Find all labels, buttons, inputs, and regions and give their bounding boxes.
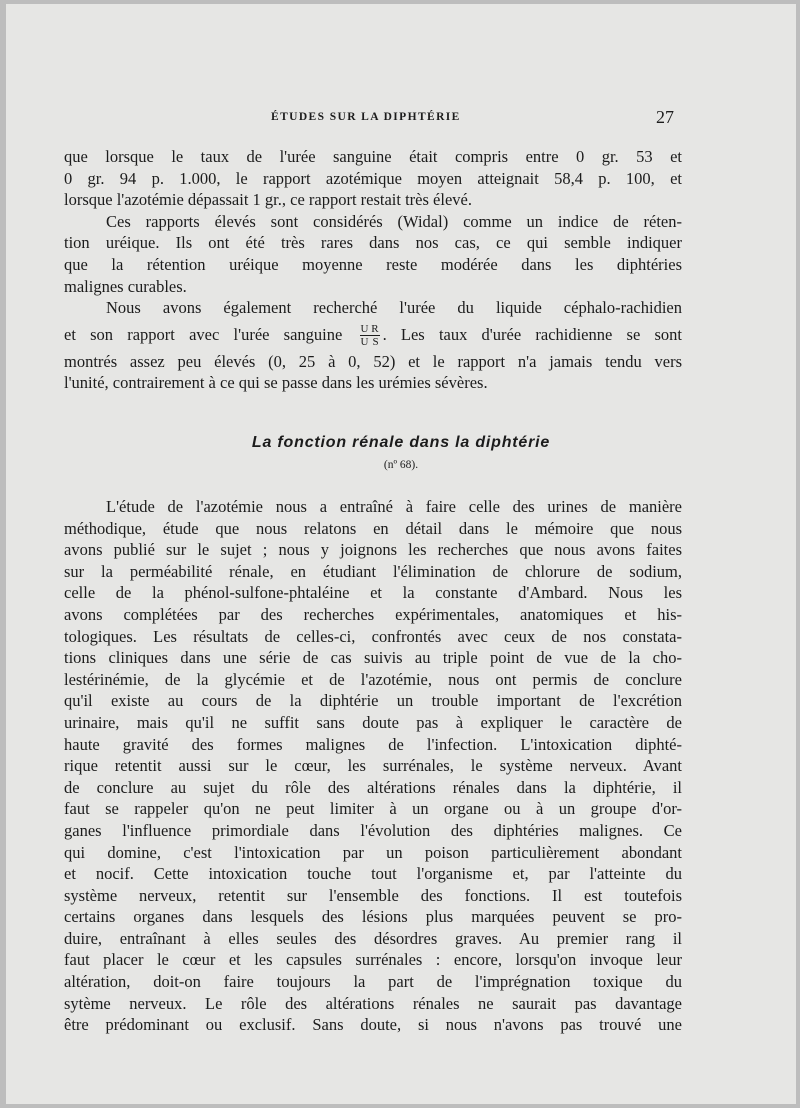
- para4-line: faut placer le cœur et les capsules surrénales : encore, lorsqu'on invoque leur: [64, 950, 682, 970]
- para4-line: urinaire, mais qu'il ne suffit sans doute pas à expliquer le caractère de: [64, 712, 682, 732]
- para4-line: tologiques. Les résultats de celles-ci, confrontés avec ceux de nos constata-: [64, 626, 682, 646]
- para2-line: tion uréique. Ils ont été très rares dans nos cas, ce qui semble indiquer: [64, 233, 682, 253]
- para4-line: et nocif. Cette intoxication touche tout l'organisme et, par l'atteinte du: [64, 864, 682, 884]
- para4-line: lestérinémie, de la glycémie et de l'azotémie, nous ont permis de conclure: [64, 669, 682, 689]
- para4-line: méthodique, étude que nous relatons en détail dans le mémoire que nous: [64, 518, 682, 538]
- para4-line: système nerveux, retentit sur l'ensemble des fonctions. Il est toutefois: [64, 885, 682, 905]
- para4-line: certains organes dans lesquels des lésions plus marquées peuvent se pro-: [64, 907, 682, 927]
- para3-text: . Les taux d'urée rachidienne se sont: [382, 324, 682, 344]
- para4-line: sytème nerveux. Le rôle des altérations rénales ne saurait pas davantage: [64, 993, 682, 1013]
- para3-line-with-fraction: [64, 319, 682, 351]
- para2-line: Ces rapports élevés sont considérés (Widal) comme un indice de réten-: [106, 211, 682, 231]
- para2-line: malignes curables.: [64, 276, 187, 296]
- page-header: [6, 108, 796, 138]
- para4-line: avons complétées par des recherches expérimentales, anatomiques et his-: [64, 604, 682, 624]
- para4-line: duire, entraînant à elles seules des désordres graves. Au premier rang il: [64, 928, 682, 948]
- urea-ratio-fraction: [360, 323, 380, 348]
- para4-line: rique retentit aussi sur le cœur, les surrénales, le système nerveux. Avant: [64, 756, 682, 776]
- para4-line: sur la perméabilité rénale, en étudiant l'élimination de chlorure de sodium,: [64, 561, 682, 581]
- para4-line: haute gravité des formes malignes de l'infection. L'intoxication diphté-: [64, 734, 682, 754]
- para4-line: qu'il existe au cours de la diphtérie un trouble important de l'excrétion: [64, 691, 682, 711]
- para3-line: montrés assez peu élevés (0, 25 à 0, 52) et le rapport n'a jamais tendu vers: [64, 351, 682, 371]
- para4-line: faut se rappeler qu'on ne peut limiter à un organe ou à un groupe d'or-: [64, 799, 682, 819]
- para3-line: Nous avons également recherché l'urée du liquide céphalo-rachidien: [106, 298, 682, 318]
- para4-line: tions cliniques dans une série de cas suivis au triple point de vue de la cho-: [64, 648, 682, 668]
- fraction-numerator: U R: [360, 323, 379, 336]
- para1-line: 0 gr. 94 p. 1.000, le rapport azotémique moyen atteignait 58,4 p. 100, et: [64, 168, 682, 188]
- para4-line: L'étude de l'azotémie nous a entraîné à faire celle des urines de manière: [106, 497, 682, 516]
- text-block-main: [64, 496, 682, 1036]
- page-number: 27: [656, 107, 674, 127]
- para4-line: celle de la phénol-sulfone-phtaléine et la constante d'Ambard. Nous les: [64, 583, 682, 603]
- para1-line: lorsque l'azotémie dépassait 1 gr., ce rapport restait très élevé.: [64, 190, 472, 210]
- fraction-denominator: U S: [360, 336, 379, 349]
- para2-line: que la rétention uréique moyenne reste modérée dans les diphtéries: [64, 254, 682, 274]
- para4-line: qui domine, c'est l'intoxication par un poison particulièrement abondant: [64, 842, 682, 862]
- section-reference: (nº 68).: [383, 459, 419, 471]
- para4-line: de conclure au sujet du rôle des altérations rénales dans la diphtérie, il: [64, 777, 682, 797]
- para4-line: ganes l'influence primordiale dans l'évolution des diphtéries malignes. Ce: [64, 820, 682, 840]
- text-block-top: [64, 146, 682, 394]
- section-title: La fonction rénale dans la diphtérie: [251, 434, 551, 451]
- para4-line: avons publié sur le sujet ; nous y joignons les recherches que nous avons faites: [64, 540, 682, 560]
- para4-line: altération, doit-on faire toujours la part de l'imprégnation toxique du: [64, 972, 682, 992]
- para1-line: que lorsque le taux de l'urée sanguine était compris entre 0 gr. 53 et: [64, 147, 682, 166]
- para4-line: être prédominant ou exclusif. Sans doute, si nous n'avons pas trouvé une: [64, 1015, 682, 1035]
- para3-text: et son rapport avec l'urée sanguine: [64, 324, 343, 344]
- para3-line: l'unité, contrairement à ce qui se passe dans les urémies sévères.: [64, 373, 488, 393]
- running-title: ÉTUDES SUR LA DIPHTÉRIE: [271, 111, 461, 123]
- book-page: [6, 4, 796, 1104]
